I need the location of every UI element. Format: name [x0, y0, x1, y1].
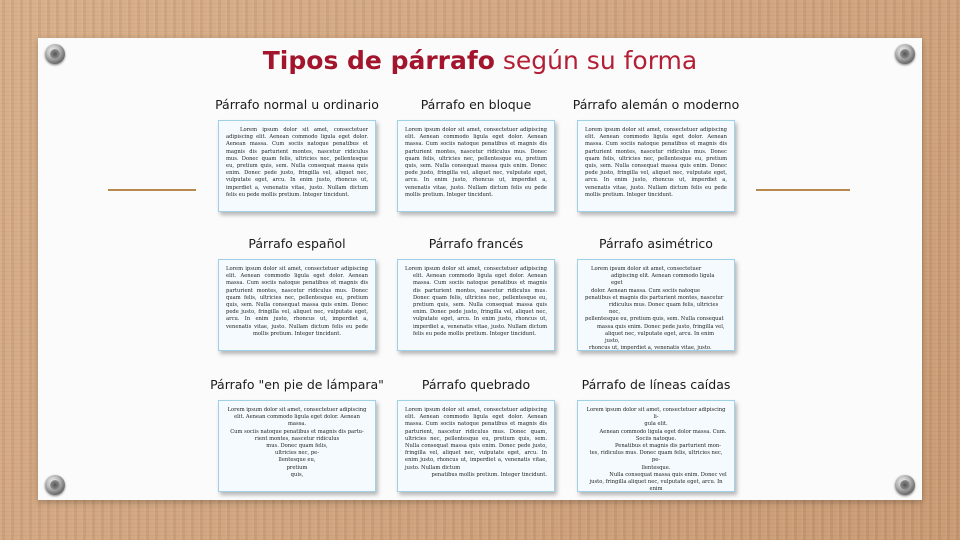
text-line: massa quis enim. Donec pede justo, fringilla vel,: [597, 323, 725, 330]
card-normal: [207, 96, 387, 212]
paragraph-sample: [218, 259, 376, 351]
paragraph-text: Lorem ipsum dolor sit amet, consectetuer adipiscing elit. Aenean commodo ligula eget dolor. Aenean massa. Cum sociis natoque penatibus et magnis dis parturient montes, nascetur ridiculus mus. Donec quam felis, ultricies nec, pellentesque eu, pretium quis, sem. Nulla consequat massa quis enim. Donec pede justo, fringilla vel, aliquet nec, vulputate eget, arcu. In enim justo, rhoncus ut, imperdiet a, venenatis vitae, justo. Nullam dictum felis eu pede mollis pretium. Integer tincidunt.: [226, 127, 368, 198]
card-title: Párrafo asimétrico: [599, 236, 713, 251]
card-frances: [386, 235, 566, 351]
text-line: quis,: [290, 471, 304, 478]
text-line: Sociis natoque.: [635, 435, 677, 442]
text-line: Lorem ipsum dolor sit amet, consectetuer: [591, 266, 702, 272]
card-title: Párrafo normal u ordinario: [215, 97, 379, 112]
paragraph-sample: [577, 120, 735, 212]
paragraph-sample: [218, 120, 376, 212]
card-title: Párrafo alemán o moderno: [572, 97, 740, 112]
text-line: Lorem ipsum dolor sit amet, consectetuer adipiscing li-: [586, 407, 726, 421]
title-bold: Tipos de párrafo: [262, 46, 495, 75]
screw-bottom-right-icon: [895, 475, 915, 495]
card-caidas: [566, 376, 746, 492]
card-lampara: [207, 376, 387, 492]
card-title: Párrafo "en pie de lámpara": [210, 377, 384, 392]
card-asimetrico: [566, 235, 746, 351]
text-line: tes, ridiculus mus. Donec quam felis, ultricies nec, pe-: [589, 450, 723, 464]
card-title: Párrafo español: [248, 236, 346, 251]
page-title: [0, 45, 960, 77]
text-line: Penatibus et magnis dis parturient mon-: [615, 443, 721, 450]
decorative-line-left: [108, 189, 196, 191]
text-line: ridiculus mus. Donec quam felis, ultricies nec,: [609, 302, 719, 316]
paragraph-text: [585, 407, 727, 492]
paragraph-text: Lorem ipsum dolor sit amet, consectetuer adipiscing elit. Aenean commodo ligula eget dolor. Aenean massa. Cum sociis natoque penatibus et magnis dis parturient, nascetur ridiculus mus. Donec quam, ultricies nec, pellentesque eu, pretium quis, sem. Nulla consequat massa quis enim. Donec pede justo, fringilla vel, aliquet nec, vulputate eget, arcu. In enim justo, rhoncus ut, imperdiet a, venenatis vitae, justo. Nullam dictum: [405, 407, 547, 471]
card-title: Párrafo francés: [428, 236, 524, 251]
paragraph-text: Lorem ipsum dolor sit amet, consectetuer adipiscing elit. Aenean commodo ligula eget dolor. Aenean massa. Cum sociis natoque penatibus et magnis dis parturient montes, nascetur ridiculus mus. Donec quam felis, ultricies nec, pellentesque eu, pretium quis, sem. Nulla consequat massa quis enim. Donec pede justo, fringilla vel, aliquet nec, vulputate eget, arcu. In enim justo, rhoncus ut, imperdiet a, venenatis vitae, justo. Nullam dictum felis eu pede mollis pretium. Integer tincidunt.: [405, 127, 547, 198]
text-line: mus. Donec quam felis,: [266, 443, 328, 450]
paragraph-sample: [577, 259, 735, 351]
text-line: Nulla consequat massa quis enim. Donec vel: [609, 471, 727, 478]
text-line: Lorem ipsum dolor sit amet, consectetuer adipiscing: [227, 407, 367, 413]
text-line: llentesque.: [641, 464, 671, 471]
card-aleman: [566, 96, 746, 212]
paragraph-sample: [577, 400, 735, 492]
screw-bottom-left-icon: [45, 475, 65, 495]
card-title: Párrafo en bloque: [420, 97, 532, 112]
paragraph-sample: [397, 400, 555, 492]
text-line: pellentesque eu, pretium quis, sem. Nulla consequat: [585, 316, 724, 323]
card-title: Párrafo quebrado: [421, 377, 531, 392]
paragraph-text: [585, 266, 727, 351]
text-line: penatibus et magnis dis parturient montes, nascetur: [585, 294, 724, 301]
paragraph-sample: [218, 400, 376, 492]
text-line: rhoncus ut, imperdiet a, venenatis vitae, justo.: [589, 345, 712, 351]
card-title: Párrafo de líneas caídas: [581, 377, 731, 392]
card-bloque: [386, 96, 566, 212]
text-line: justo, fringilla aliquet nec, vulputate eget, arcu. In enim: [589, 479, 723, 492]
paragraph-sample: [397, 120, 555, 212]
text-line: gula elit.: [644, 421, 668, 428]
text-line: adipiscing elit. Aenean commodo ligula eget: [611, 273, 715, 287]
text-line: llentesque eu,: [278, 457, 316, 464]
paragraph-text: Lorem ipsum dolor sit amet, consectetuer adipiscing elit. Aenean commodo ligula eget dolor. Aenean massa. Cum sociis natoque penatibus et magnis dis parturient montes, nascetur ridiculus mus. Donec quam felis, ultricies nec, pellentesque eu, pretium quis, sem. Nulla consequat massa quis enim. Donec pede justo, fringilla vel, aliquet nec, vulputate eget, arcu. In enim justo, rhoncus ut, imperdiet a, venenatis vitae, justo. Nullam dictum felis eu pede mollis pretium. Integer tincidunt.: [405, 266, 547, 337]
decorative-line-right: [756, 189, 850, 191]
paragraph-text: Lorem ipsum dolor sit amet, consectetuer adipiscing elit. Aenean commodo ligula eget dolor. Aenean massa. Cum sociis natoque penatibus et magnis dis parturient montes, nascetur ridiculus mus. Donec quam felis, ultricies nec, pellentesque eu, pretium quis, sem. Nulla consequat massa quis enim. Donec pede justo, fringilla vel, aliquet nec, vulputate eget, arcu. In enim justo, rhoncus ut, imperdiet a, venenatis vitae, justo. Nullam dictum felis eu pede mollis pretium. Integer tincidunt.: [585, 127, 727, 198]
card-espanol: [207, 235, 387, 351]
text-line: pretium: [286, 464, 308, 471]
paragraph-text: Lorem ipsum dolor sit amet, consectetuer adipiscing elit. Aenean commodo ligula eget dolor. Aenean massa. Cum sociis natoque penatibus et magnis dis parturient montes, nascetur ridiculus mus. Donec quam felis, ultricies nec, pellentesque eu, pretium quis, sem. Nulla consequat massa quis enim. Donec pede justo, fringilla vel, aliquet nec, vulputate eget, arcu. In enim justo, rhoncus ut, imperdiet a, venenatis vitae, justo. Nullam dictum felis eu pede mollis pretium. Integer tincidunt.: [226, 266, 368, 337]
text-line: elit. Aenean commodo ligula eget dolor. Aenean massa.: [234, 414, 360, 428]
paragraph-sample: [397, 259, 555, 351]
text-line: rient montes, nascetur ridiculus: [254, 435, 340, 442]
paragraph-last-line: penatibus mollis pretium. Integer tincidunt.: [431, 471, 547, 478]
text-line: dolor. Aenean massa. Cum sociis natoque: [591, 287, 701, 294]
paragraph-text: [226, 407, 368, 479]
text-line: Cum sociis natoque penatibus et magnis dis partu-: [230, 428, 364, 435]
text-line: Aenean commodo ligula eget dolor massa. Cum.: [599, 428, 727, 435]
text-line: ultricies nec, pe-: [275, 450, 319, 457]
text-line: aliquet nec, vulputate eget, arcu. In enim justo,: [605, 330, 715, 345]
title-light: según su forma: [502, 46, 698, 75]
card-quebrado: [386, 376, 566, 492]
